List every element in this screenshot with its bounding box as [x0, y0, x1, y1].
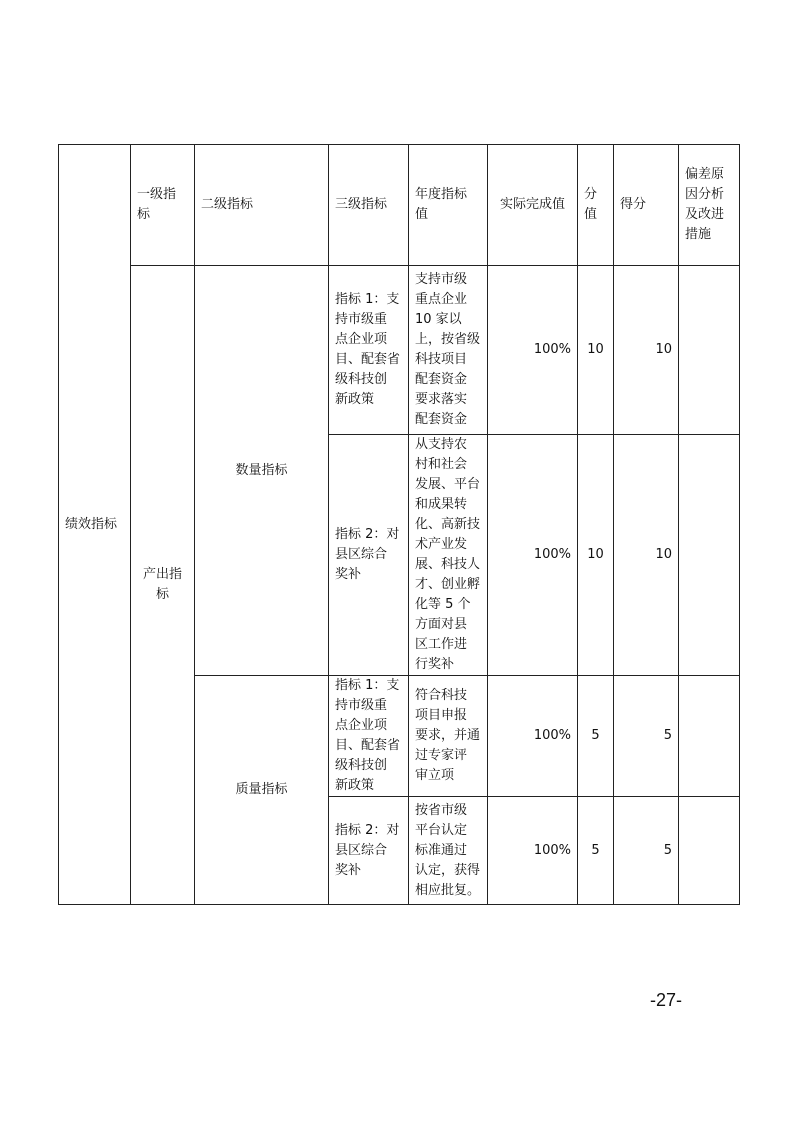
header-level3: 三级指标: [329, 145, 409, 266]
target-cell: 按省市级 平台认定 标准通过 认定，获得 相应批复。: [409, 797, 488, 905]
page-number: -27-: [650, 990, 683, 1010]
score-cell: 10: [578, 435, 614, 676]
target-cell: 符合科技 项目申报 要求，并通 过专家评 审立项: [409, 676, 488, 797]
reason-cell: [679, 797, 740, 905]
score-cell: 5: [578, 797, 614, 905]
level3-cell: 指标 1：支 持市级重 点企业项 目、配套省 级科技创 新政策: [329, 266, 409, 435]
level3-cell: 指标 2：对 县区综合 奖补: [329, 435, 409, 676]
target-cell: 从支持农 村和社会 发展、平台 和成果转 化、高新技 术产业发 展、科技人 才、创业孵 化等 5 个 方面对县 区工作进 行奖补: [409, 435, 488, 676]
level3-cell: 指标 2：对 县区综合 奖补: [329, 797, 409, 905]
table-row: [59, 266, 740, 435]
reason-cell: [679, 266, 740, 435]
outer-label-cell: 绩效指标: [59, 145, 131, 905]
reason-cell: [679, 676, 740, 797]
actual-cell: 100%: [488, 266, 578, 435]
level1-cell: 产出指 标: [131, 266, 195, 905]
header-target: 年度指标 值: [409, 145, 488, 266]
header-got: 得分: [614, 145, 679, 266]
header-level2: 二级指标: [195, 145, 329, 266]
score-cell: 10: [578, 266, 614, 435]
header-row: [59, 145, 740, 266]
header-score: 分 值: [578, 145, 614, 266]
group-name-quantity: 数量指标: [195, 266, 329, 676]
group-name-quality: 质量指标: [195, 676, 329, 905]
actual-cell: 100%: [488, 797, 578, 905]
got-cell: 5: [614, 676, 679, 797]
actual-cell: 100%: [488, 435, 578, 676]
performance-table: [58, 144, 740, 905]
score-cell: 5: [578, 676, 614, 797]
header-reason: 偏差原 因分析 及改进 措施: [679, 145, 740, 266]
actual-cell: 100%: [488, 676, 578, 797]
header-level1: 一级指 标: [131, 145, 195, 266]
level3-cell: 指标 1：支 持市级重 点企业项 目、配套省 级科技创 新政策: [329, 676, 409, 797]
reason-cell: [679, 435, 740, 676]
header-actual: 实际完成值: [488, 145, 578, 266]
got-cell: 5: [614, 797, 679, 905]
got-cell: 10: [614, 266, 679, 435]
got-cell: 10: [614, 435, 679, 676]
target-cell: 支持市级 重点企业 10 家以 上，按省级 科技项目 配套资金 要求落实 配套资金: [409, 266, 488, 435]
